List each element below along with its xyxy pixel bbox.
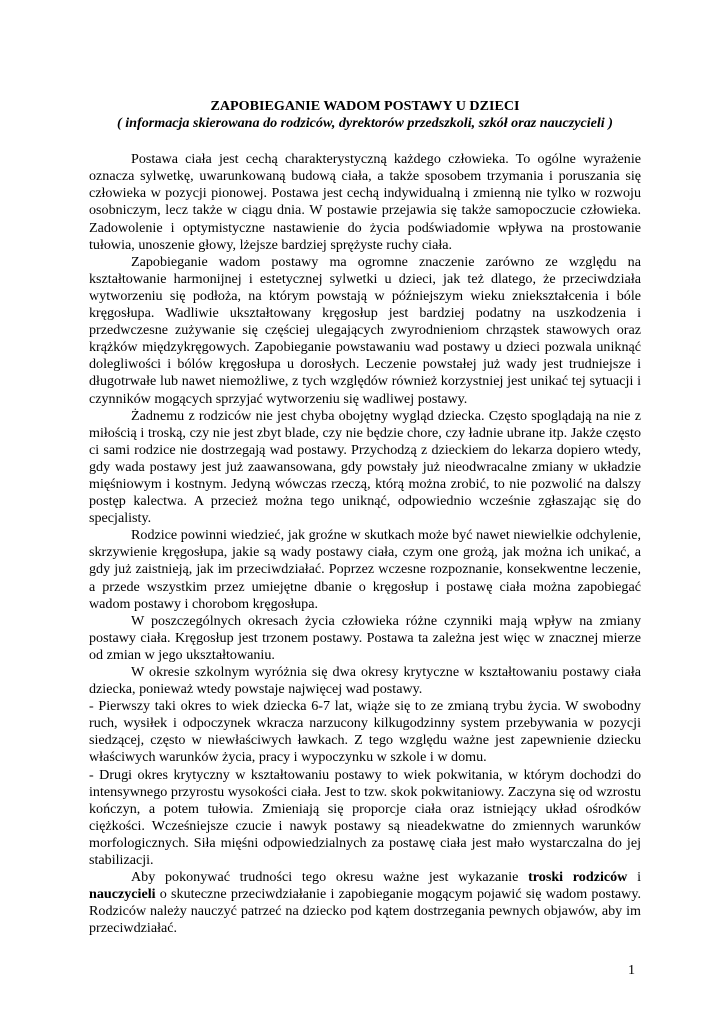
paragraph-second-critical-period: - Drugi okres krytyczny w kształtowaniu postawy to wiek pokwitania, w którym dochodzi do intensywnego przyrostu wysokości ciała. Jest to tzw. skok pokwitaniowy. Zaczyna się od wzrostu kończyn, a potem tułowia. Zmieniają się proporcje ciała oraz istniejący układ ośrodków ciężkości. Wcześniejsze czucie i nawyk postawy są nieadekwatne do zmiennych warunków morfologicznych. Siła mięśni odpowiedzialnych za postawę ciała jest mało wystarczalna do jej stabilizacji. [89, 766, 641, 869]
paragraph-parents-knowledge: Rodzice powinni wiedzieć, jak groźne w skutkach może być nawet niewielkie odchylenie, skrzywienie kręgosłupa, jakie są wady postawy ciała, czym one grożą, jak można ich unikać, a gdy już zaistnieją, jak im przeciwdziałać. Poprzez wczesne rozpoznanie, konsekwentne leczenie, a przede wszystkim przez umiejętne dbanie o kręgosłup i postawę ciała można zapobiegać wadom postawy i chorobom kręgosłupa. [89, 527, 641, 612]
paragraph-conclusion [89, 869, 641, 937]
document-body [89, 98, 641, 938]
document-subtitle: ( informacja skierowana do rodziców, dyrektorów przedszkoli, szkół oraz nauczycieli ) [117, 115, 613, 132]
conclusion-text-3: o skuteczne przeciwdziałanie i zapobieganie mogącym pojawić się wadom postawy. Rodziców należy nauczyć patrzeć na dziecko pod kątem dostrzegania pewnych objawów, aby im przeciwdziałać. [89, 886, 641, 937]
page-number: 1 [628, 962, 636, 978]
conclusion-text-1: Aby pokonywać trudności tego okresu ważne jest wykazanie [131, 869, 529, 886]
paragraph-first-critical-period: - Pierwszy taki okres to wiek dziecka 6-7 lat, wiąże się to ze zmianą trybu życia. W swobodny ruch, wysiłek i odpoczynek wkracza narzucony kilkugodzinny system przebywania w pozycji siedzącej, często w niewłaściwych ławkach. Z tego względu ważne jest zapewnienie dziecku właściwych warunków życia, pracy i wypoczynku w szkole i w domu. [89, 698, 641, 766]
paragraph-school-period: W okresie szkolnym wyróżnia się dwa okresy krytyczne w kształtowaniu postawy ciała dziecka, ponieważ wtedy powstaje najwięcej wad postawy. [89, 664, 641, 698]
paragraph-intro: Postawa ciała jest cechą charakterystyczną każdego człowieka. To ogólne wyrażenie oznacza sylwetkę, uwarunkowaną budową ciała, a także sposobem trzymania i poruszania się człowieka w pozycji pionowej. Postawa jest cechą indywidualną i zmienną nie tylko w rozwoju osobniczym, lecz także w ciągu dnia. W postawie przejawia się także samopoczucie człowieka. Zadowolenie i optymistyczne nastawienie do życia podświadomie wpływa na prostowanie tułowia, unoszenie głowy, lżejsze bardziej sprężyste ruchy ciała. [89, 151, 641, 253]
conclusion-text-2: i [627, 869, 641, 886]
paragraph-life-periods: W poszczególnych okresach życia człowieka różne czynniki mają wpływ na zmiany postawy ciała. Kręgosłup jest trzonem postawy. Postawa ta zależna jest więc w znacznej mierze od zmian w jego ukształtowaniu. [89, 612, 641, 663]
document-title: ZAPOBIEGANIE WADOM POSTAWY U DZIECI [210, 98, 520, 114]
paragraph-parents-appearance: Żadnemu z rodziców nie jest chyba obojętny wygląd dziecka. Często spoglądają na nie z miłością i troską, czy nie jest zbyt blade, czy nie będzie chore, czy ładnie ubrane itp. Jakże często ci sami rodzice nie dostrzegają wad postawy. Przychodzą z dzieckiem do lekarza dopiero wtedy, gdy wada postawy jest już zaawansowana, gdy powstały już nieodwracalne zmiany w układzie mięśniowym i kostnym. Jedyną wówczas rzeczą, którą można zrobić, to nie pozwolić na dalszy postęp kalectwa. A przecież można tego uniknąć, odpowiednio wcześnie zgłaszając się do specjalisty. [89, 407, 641, 527]
conclusion-bold-teachers: nauczycieli [89, 886, 156, 903]
paragraph-prevention: Zapobieganie wadom postawy ma ogromne znaczenie zarówno ze względu na kształtowanie harmonijnej i estetycznej sylwetki u dzieci, jak też dlatego, że przeciwdziała wytworzeniu się podłoża, na którym powstają w późniejszym wieku zniekształcenia i bóle kręgosłupa. Wadliwie ukształtowany kręgosłup jest bardziej podatny na uszkodzenia i przedwczesne zużywanie się częściej ulegających zwyrodnieniom chrząstek stawowych oraz krążków międzykręgowych. Zapobieganie powstawaniu wad postawy u dzieci pozwala uniknąć dolegliwości i bólów kręgosłupa u dorosłych. Leczenie powstałej już wady jest trudniejsze i długotrwałe lub nawet niemożliwe, z tych względów również korzystniej jest unikać tej sytuacji i czynników mogących sprzyjać wytworzeniu się wadliwej postawy. [89, 253, 641, 407]
conclusion-bold-parents: troski rodziców [528, 869, 628, 886]
